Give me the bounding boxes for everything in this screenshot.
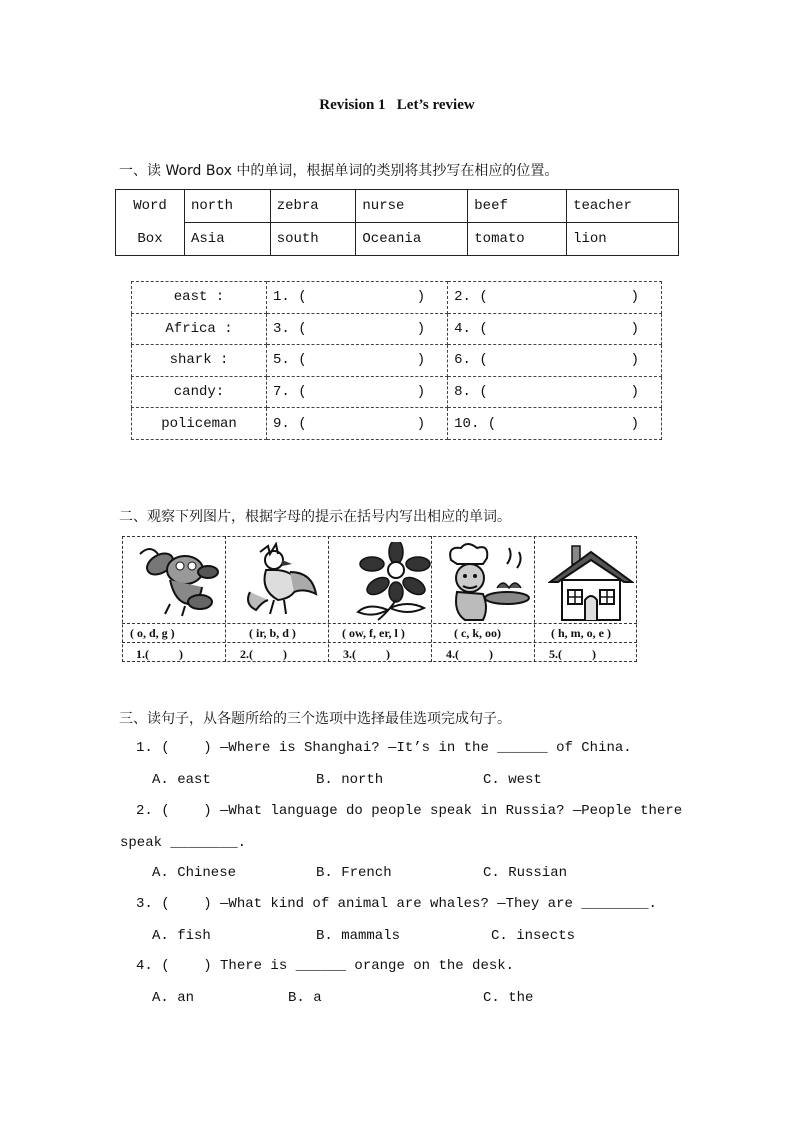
answer-blank[interactable]: 2. ( ) <box>448 282 662 314</box>
option-c[interactable]: C. insects <box>491 928 576 944</box>
option-a[interactable]: A. fish <box>152 928 211 944</box>
question-2-continuation: speak ________. <box>120 835 247 851</box>
answer-blank[interactable]: 7. ( ) <box>267 376 448 408</box>
option-c[interactable]: C. Russian <box>483 865 568 881</box>
word-cell: nurse <box>356 190 468 223</box>
option-c[interactable]: C. west <box>483 772 542 788</box>
letter-hint: ( ow, f, er, l ) <box>342 626 405 640</box>
dog-picture <box>130 542 222 620</box>
word-cell: Oceania <box>356 223 468 256</box>
answer-blank[interactable]: 3.( ) <box>343 647 390 661</box>
option-a[interactable]: A. east <box>152 772 211 788</box>
letter-hint: ( c, k, oo) <box>454 626 501 640</box>
word-box-table <box>115 189 679 256</box>
bird-picture <box>240 542 320 620</box>
option-b[interactable]: B. mammals <box>316 928 401 944</box>
option-c[interactable]: C. the <box>483 990 534 1006</box>
answer-blank[interactable]: 5. ( ) <box>267 345 448 377</box>
option-b[interactable]: B. French <box>316 865 392 881</box>
word-cell: north <box>185 190 271 223</box>
category-key: east : <box>132 282 267 314</box>
answer-blank[interactable]: 1. ( ) <box>267 282 448 314</box>
answer-blank[interactable]: 2.( ) <box>240 647 287 661</box>
question-3: 3. ( ) —What kind of animal are whales? —They are ________. <box>136 896 657 912</box>
divider <box>122 642 637 643</box>
answer-blank[interactable]: 8. ( ) <box>448 376 662 408</box>
option-a[interactable]: A. Chinese <box>152 865 237 881</box>
home-picture <box>548 542 634 622</box>
answer-blank[interactable]: 3. ( ) <box>267 313 448 345</box>
letter-hint: ( h, m, o, e ) <box>551 626 611 640</box>
option-a[interactable]: A. an <box>152 990 195 1006</box>
word-cell: Asia <box>185 223 271 256</box>
category-key: shark : <box>132 345 267 377</box>
cook-picture <box>443 542 531 624</box>
option-b[interactable]: B. a <box>288 990 322 1006</box>
word-box-label: Word <box>116 190 185 223</box>
category-key: policeman <box>132 408 267 440</box>
category-key: Africa : <box>132 313 267 345</box>
divider <box>122 623 637 624</box>
question-1: 1. ( ) —Where is Shanghai? —It’s in the ______ of China. <box>136 740 632 756</box>
page-title: Revision 1 Let’s review <box>319 97 475 113</box>
answer-blank[interactable]: 1.( ) <box>136 647 183 661</box>
category-table <box>131 281 662 440</box>
answer-blank[interactable]: 4.( ) <box>446 647 493 661</box>
letter-hint: ( o, d, g ) <box>130 626 175 640</box>
section2-heading: 二、观察下列图片，根据字母的提示在括号内写出相应的单词。 <box>119 509 511 525</box>
word-cell: zebra <box>270 190 356 223</box>
letter-hint: ( ir, b, d ) <box>249 626 296 640</box>
answer-blank[interactable]: 9. ( ) <box>267 408 448 440</box>
option-b[interactable]: B. north <box>316 772 384 788</box>
flower-picture <box>348 542 436 622</box>
answer-blank[interactable]: 6. ( ) <box>448 345 662 377</box>
category-key: candy: <box>132 376 267 408</box>
question-4: 4. ( ) There is ______ orange on the desk. <box>136 958 515 974</box>
word-cell: south <box>270 223 356 256</box>
word-box-label: Box <box>116 223 185 256</box>
answer-blank[interactable]: 4. ( ) <box>448 313 662 345</box>
word-cell: teacher <box>567 190 679 223</box>
section1-heading: 一、读 Word Box 中的单词，根据单词的类别将其抄写在相应的位置。 <box>119 163 559 179</box>
answer-blank[interactable]: 10. ( ) <box>448 408 662 440</box>
word-cell: beef <box>468 190 567 223</box>
question-2: 2. ( ) —What language do people speak in Russia? —People there <box>136 803 683 819</box>
section3-heading: 三、读句子，从各题所给的三个选项中选择最佳选项完成句子。 <box>119 711 511 727</box>
word-cell: tomato <box>468 223 567 256</box>
word-cell: lion <box>567 223 679 256</box>
answer-blank[interactable]: 5.( ) <box>549 647 596 661</box>
